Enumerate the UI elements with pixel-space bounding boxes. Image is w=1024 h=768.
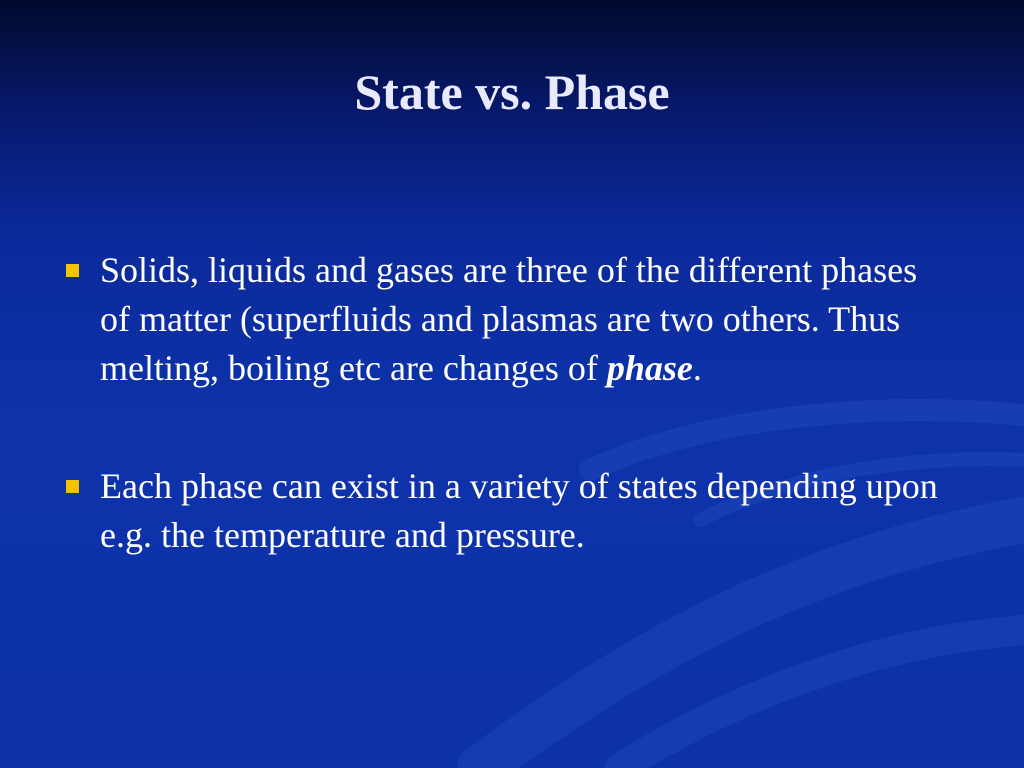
bullet-item-phases [60, 246, 940, 393]
slide-title: State vs. Phase [354, 64, 670, 120]
bullet-text: Each phase can exist in a variety of states depending upon e.g. the temperature and pressure. [100, 466, 938, 555]
bullet-square-icon [66, 264, 79, 277]
bullet-square-icon [66, 480, 79, 493]
bullet-text: Solids, liquids and gases are three of the different phases of matter (superfluids and plasmas are two others. Thus melting, boiling etc are changes of [100, 250, 918, 388]
bullet-item-states [60, 462, 940, 560]
bullet-list [60, 246, 940, 560]
emphasis-phase: phase [606, 348, 693, 388]
bullet-text-end: . [692, 348, 702, 388]
